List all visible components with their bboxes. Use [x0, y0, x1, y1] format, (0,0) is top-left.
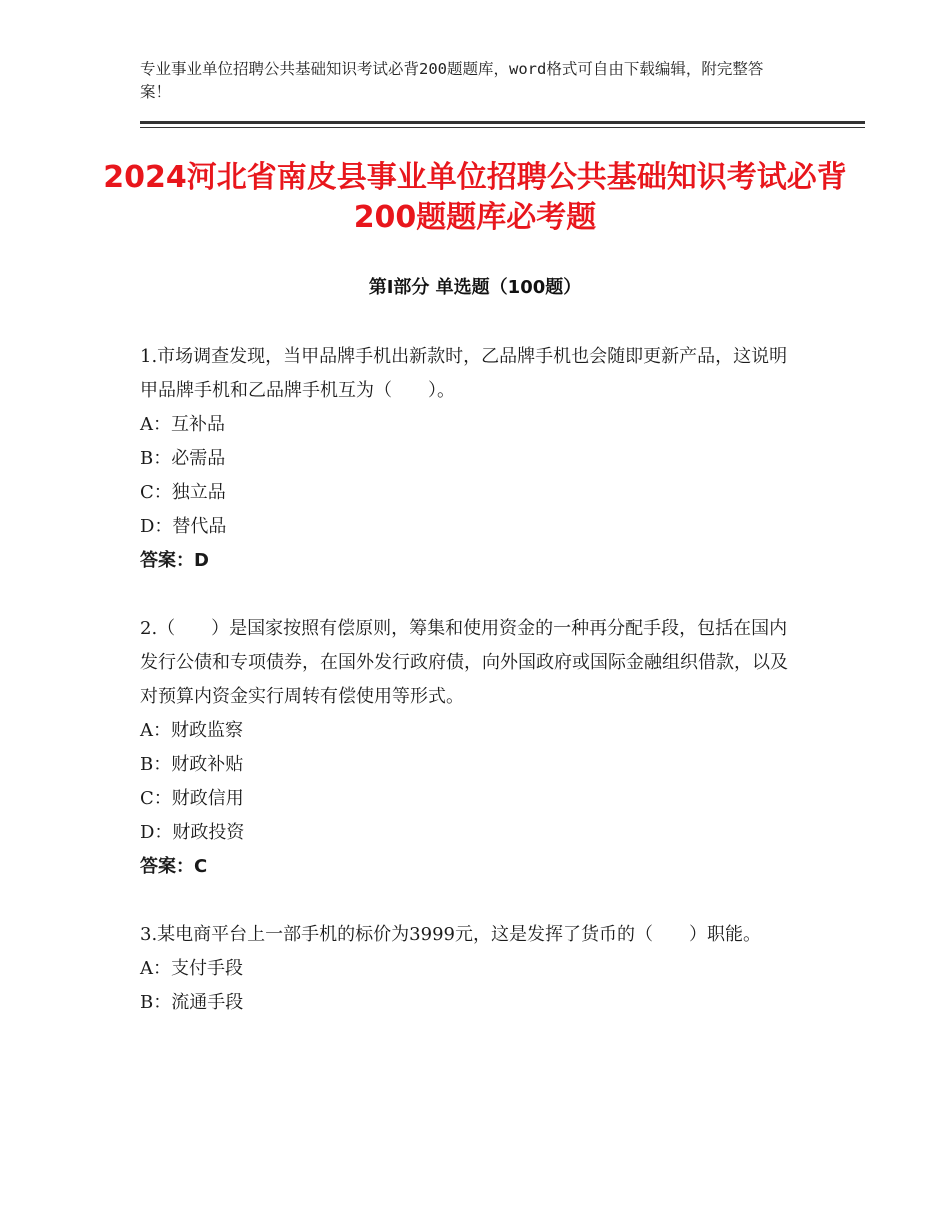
- answer-line: 答案：D: [140, 550, 209, 571]
- option-c: C：财政信用: [140, 788, 244, 809]
- option-d: D：财政投资: [140, 822, 245, 843]
- question-1: [140, 340, 800, 578]
- header-note: 专业事业单位招聘公共基础知识考试必背200题题库，word格式可自由下载编辑，附完整答案！: [140, 60, 764, 101]
- document-title: 2024河北省南皮县事业单位招聘公共基础知识考试必背200题题库必考题: [103, 160, 847, 235]
- question-list: [140, 340, 800, 1054]
- header-rule-thin: [140, 127, 865, 128]
- question-2: [140, 612, 800, 884]
- question-stem: 3.某电商平台上一部手机的标价为3999元，这是发挥了货币的（ ）职能。: [140, 924, 761, 945]
- option-c: C：独立品: [140, 482, 226, 503]
- header-rule-thick: [140, 121, 865, 124]
- option-b: B：财政补贴: [140, 754, 244, 775]
- option-b: B：流通手段: [140, 992, 244, 1013]
- option-b: B：必需品: [140, 448, 226, 469]
- option-a: A：支付手段: [140, 958, 243, 979]
- question-stem: 1.市场调查发现，当甲品牌手机出新款时，乙品牌手机也会随即更新产品，这说明甲品牌手机和乙品牌手机互为（ ）。: [140, 346, 788, 401]
- question-stem: 2.（ ）是国家按照有偿原则，筹集和使用资金的一种再分配手段，包括在国内发行公债和专项债券，在国外发行政府债，向外国政府或国际金融组织借款，以及对预算内资金实行周转有偿使用等形式。: [140, 618, 788, 707]
- question-3: [140, 918, 800, 1020]
- option-d: D：替代品: [140, 516, 227, 537]
- section-heading: 第Ⅰ部分 单选题（100题）: [368, 277, 582, 298]
- option-a: A：互补品: [140, 414, 225, 435]
- option-a: A：财政监察: [140, 720, 243, 741]
- answer-line: 答案：C: [140, 856, 208, 877]
